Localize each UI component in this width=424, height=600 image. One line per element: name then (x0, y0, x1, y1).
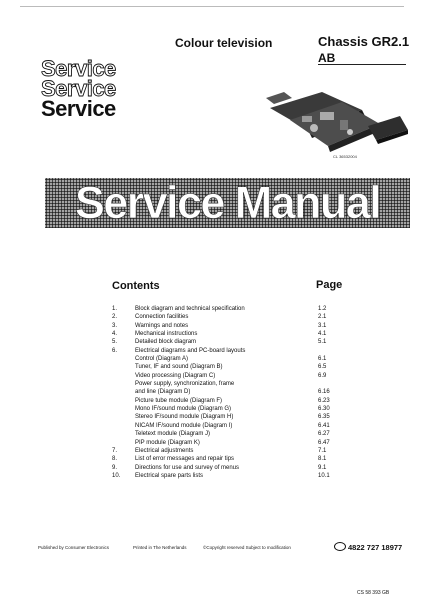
toc-entry: Picture tube module (Diagram F) (135, 397, 223, 404)
toc-page: 10.1 (318, 472, 330, 479)
toc-entry: List of error messages and repair tips (135, 456, 235, 463)
toc-page: 6.41 (318, 422, 330, 429)
product-title: Colour television (175, 36, 273, 50)
toc-page: 9.1 (318, 464, 327, 471)
toc-entry: Mono IF/sound module (Diagram G) (135, 406, 232, 413)
toc-row (112, 430, 342, 438)
toc-row (112, 422, 342, 430)
footer-publisher: Published by Consumer Electronics (38, 545, 110, 550)
toc-entry: Directions for use and survey of menus (135, 464, 240, 471)
page-heading: Page (316, 279, 343, 291)
toc-page: 6.9 (318, 372, 327, 379)
toc-entry: Electrical diagrams and PC-board layouts (135, 347, 246, 354)
service-logo-line-3: Service (41, 96, 116, 121)
toc-number: 2. (112, 314, 118, 321)
toc-page: 3.1 (318, 322, 327, 329)
reference-number-text: 4822 727 18977 (348, 543, 403, 552)
toc-page: 4.1 (318, 331, 327, 338)
toc-entry: and line (Diagram D) (135, 389, 191, 396)
philips-logo-icon (334, 542, 346, 551)
toc-number: 1. (112, 306, 118, 312)
toc-page: 6.35 (318, 414, 330, 421)
chassis-variant: AB (318, 51, 336, 65)
toc-row (112, 355, 342, 363)
toc-page: 6.5 (318, 364, 327, 371)
toc-entry: Block diagram and technical specification (135, 306, 245, 312)
document-code: CS 58 393 GB (357, 590, 390, 596)
footer-printed: Printed in The Netherlands (133, 545, 187, 550)
toc-entry: Stereo IF/sound module (Diagram H) (135, 414, 234, 421)
toc-row (112, 372, 342, 380)
toc-entry: PIP module (Diagram K) (135, 439, 200, 446)
toc-entry: Tuner, IF and sound (Diagram B) (135, 364, 223, 371)
toc-entry: Teletext module (Diagram J) (135, 431, 211, 438)
header-rule (318, 64, 406, 65)
photo-caption: CL 36532004 (333, 154, 357, 159)
toc-page: 5.1 (318, 339, 327, 346)
chassis-title: Chassis GR2.1 (318, 34, 410, 49)
table-of-contents (112, 305, 342, 480)
toc-number: 8. (112, 456, 118, 463)
toc-row (112, 347, 342, 355)
footer-copyright: ©Copyright reserved Subject to modification (203, 545, 291, 550)
toc-entry: Connection facilities (135, 314, 189, 321)
toc-entry: Electrical adjustments (135, 447, 194, 454)
toc-page: 6.47 (318, 439, 330, 446)
toc-row (112, 472, 342, 480)
toc-page: 8.1 (318, 456, 327, 463)
service-manual-banner (45, 178, 410, 228)
toc-number: 4. (112, 331, 118, 338)
toc-row (112, 388, 342, 396)
toc-entry: Electrical spare parts lists (135, 472, 204, 479)
toc-row (112, 305, 342, 313)
chassis-board-photo (262, 90, 410, 160)
toc-entry: Control (Diagram A) (135, 356, 189, 363)
toc-row (112, 439, 342, 447)
toc-number: 9. (112, 464, 118, 471)
toc-number: 3. (112, 322, 118, 329)
toc-number: 5. (112, 339, 118, 346)
toc-row (112, 464, 342, 472)
reference-number (334, 542, 402, 552)
toc-page: 6.1 (318, 356, 327, 363)
top-rule (20, 6, 404, 7)
toc-row (112, 330, 342, 338)
toc-row (112, 322, 342, 330)
toc-row (112, 363, 342, 371)
toc-row (112, 397, 342, 405)
toc-page: 7.1 (318, 447, 327, 454)
toc-page: 1.2 (318, 306, 327, 312)
toc-page: 2.1 (318, 314, 327, 321)
toc-entry: Warnings and notes (135, 322, 189, 329)
toc-row (112, 338, 342, 346)
toc-entry: Video processing (Diagram C) (135, 372, 216, 379)
toc-page: 6.30 (318, 406, 330, 413)
toc-entry: NICAM IF/sound module (Diagram I) (135, 422, 233, 429)
toc-page: 6.27 (318, 431, 330, 438)
toc-entry: Mechanical instructions (135, 331, 198, 338)
contents-heading: Contents (112, 280, 160, 292)
toc-row (112, 380, 342, 388)
toc-page: 6.23 (318, 397, 330, 404)
service-logo-line-2: Service (41, 76, 116, 101)
toc-row (112, 455, 342, 463)
service-logo-line-1: Service (41, 56, 116, 81)
toc-page: 6.16 (318, 389, 330, 396)
toc-number: 6. (112, 347, 118, 354)
toc-entry: Power supply, synchronization, frame (135, 381, 235, 388)
banner-title: Service Manual (74, 177, 381, 228)
toc-row (112, 447, 342, 455)
toc-number: 7. (112, 447, 118, 454)
toc-row (112, 405, 342, 413)
toc-number: 10. (112, 472, 121, 479)
toc-entry: Detailed block diagram (135, 339, 197, 346)
toc-row (112, 313, 342, 321)
toc-row (112, 413, 342, 421)
